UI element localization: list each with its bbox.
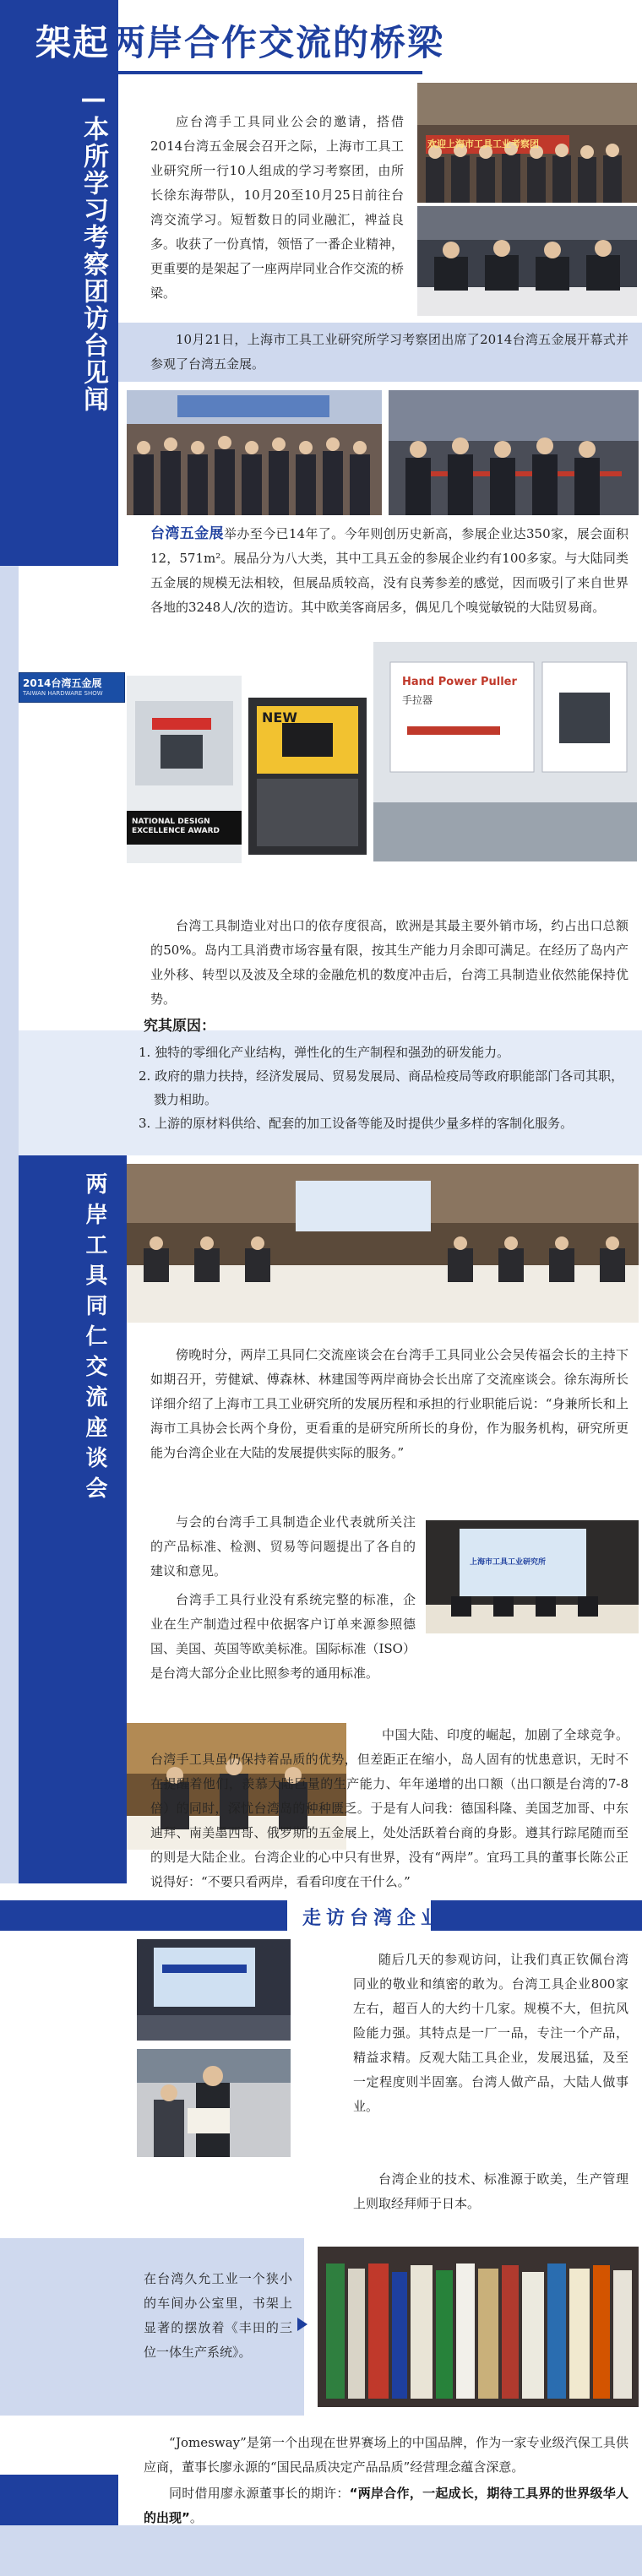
title-main: 两岸合作交流的桥梁	[110, 22, 445, 63]
forum-hall-photo	[127, 1164, 639, 1323]
reasons-title: 究其原因：	[144, 1018, 215, 1035]
sidebar-light-strip-2	[0, 1155, 19, 1883]
expo-logo	[19, 672, 125, 703]
forum-screen-text: 上海市工具工业研究所	[470, 1558, 547, 1567]
reasons-list	[139, 1041, 628, 1135]
ribbon-cutting-photo	[389, 390, 639, 515]
booth-puller-text: Hand Power Puller	[402, 676, 517, 688]
booth-puller-cn-text: 手拉器	[402, 694, 433, 706]
export-paragraph: 台湾工具制造业对出口的依存度很高，欧洲是其最主要外销市场，约占出口总额的50%。岛内工具消费市场容量有限，按其生产能力月余即可满足。在经历了岛内产业外移、转型以及波及全球的金融危机的数度冲击后，台湾工具制造业依然能保持优势。	[150, 918, 628, 1007]
expo-group-photo	[127, 390, 382, 515]
forum-paragraph-1: 傍晚时分，两岸工具同仁交流座谈会在台湾手工具同业公会吴传福会长的主持下如期召开，劳健斌、傅森林、林建国等两岸商协会长出席了交流座谈会。徐东海所长详细介绍了上海市工具工业研究所的发展历程和承担的行业职能后说：“身兼所长和上海市工具协会长两个身份，更看重的是研究所所长的身份，作为服务机构，研究所更能为台湾企业在大陆的发展提供实际的服务。”	[150, 1347, 628, 1460]
expo-lead: 台湾五金展	[150, 525, 224, 542]
booth-new-text: NEW	[262, 709, 297, 726]
forum-paragraph-4: 中国大陆、印度的崛起，加剧了全球竞争。台湾手工具虽仍保持着品质的优势，但差距正在缩小，岛人固有的忧患意识，无时不在提醒着他们，羡慕大陆巨量的生产能力、年年递增的出口额（出口额是台湾的7-8倍）的同时，深忧台湾岛的种种匮乏。于是有人问我：德国科隆、美国芝加哥、中东迪拜、南美墨西哥、俄罗斯的五金展上，处处活跃着台商的身影。遵其行踪尾随而至的则是大陆企业。台湾企业的心中只有世界，没有“两岸”。宜玛工具的董事长陈公正说得好：“不要只看两岸，看看印度在干什么。”	[150, 1727, 628, 1889]
forum-paragraph-2: 与会的台湾手工具制造企业代表就所关注的产品标准、检测、贸易等问题提出了各自的建议和意见。	[150, 1514, 416, 1579]
visit-photo-presentation	[137, 1939, 291, 2041]
date-paragraph: 10月21日，上海市工具工业研究所学习考察团出席了2014台湾五金展开幕式并参观了台湾五金展。	[150, 332, 628, 372]
forum-paragraph-3: 台湾手工具行业没有系统完整的标准，企业在生产制造过程中依据客户订单来源参照德国、美国、英国等欧美标准。国际标准（ISO）是台湾大部分企业比照参考的通用标准。	[150, 1592, 416, 1681]
title-underline	[118, 71, 422, 74]
visit-p4-highlight: “两岸合作，一起成长，期待工具界的世界级华人的出现”	[144, 2486, 628, 2525]
expo-paragraph-text: 举办至今已14年了。今年则创历史新高，参展企业达350家，展会面积12，571m²。展品分为八大类，其中工具五金的参展企业约有100多家。与大陆同类五金展的规模无法相较，但展品质较高，没有良莠参差的感觉，因而吸引了来自世界各地的3248人/次的造访。其中欧美客商居多，偶见几个嗅觉敏锐的大陆贸易商。	[150, 526, 628, 615]
visit-title: 走访台湾企业	[302, 1908, 445, 1929]
bookshelf-photo	[318, 2247, 639, 2407]
visit-paragraph-1: 随后几天的参观访问，让我们真正钦佩台湾同业的敬业和缜密的敢为。台湾工具企业800家左右，超百人的大约十几家。规模不大，但抗风险能力强。其特点是一厂一品，专注一个产品，精益求精。反观大陆工具企业，发展迅猛，及至一定程度则半固塞。台湾人做产品，大陆人做事业。	[353, 1952, 628, 2114]
booth-photo-1	[127, 676, 242, 863]
page-title	[35, 20, 444, 66]
visit-title-bar	[0, 1900, 287, 1931]
expo-logo-line2: TAIWAN HARDWARE SHOW	[23, 690, 103, 697]
visit-photo-award	[137, 2049, 291, 2157]
visit-p4-prefix: 同时借用廖永源董事长的期许：	[169, 2486, 350, 2501]
visit-p4-suffix: 。	[189, 2510, 203, 2525]
booth-award-text: NATIONAL DESIGN EXCELLENCE AWARD	[132, 818, 220, 835]
list-item: 2. 政府的鼎力扶持，经济发展局、贸易发展局、商品检疫局等政府职能部门各司其职，戮力相助。	[139, 1068, 624, 1107]
list-item: 1. 独特的零细化产业结构，弹性化的生产制程和强劲的研发能力。	[139, 1045, 510, 1060]
visit-paragraph-3: “Jomesway”是第一个出现在世界赛场上的中国品牌，作为一家专业级汽保工具供应商，董事长廖永源的“国民品质决定产品品质”经营理念蕴含深意。	[144, 2435, 628, 2475]
booth-photo-3	[373, 642, 637, 861]
visit-paragraph-2: 台湾企业的技术、标准源于欧美，生产管理上则取经拜师于日本。	[353, 2171, 628, 2211]
welcome-banner-text: 欢迎上海市工具工业考察团	[427, 139, 539, 149]
meeting-photo	[417, 206, 637, 316]
forum-section-title: 两岸工具同仁交流座谈会	[82, 1172, 107, 1507]
forum-screen-photo	[426, 1520, 639, 1633]
bottom-band	[0, 2525, 642, 2576]
welcome-photo	[417, 83, 637, 203]
sidebar-subtitle: —本所学习考察团访台见闻	[79, 84, 108, 413]
visit-paragraph-4	[144, 2481, 628, 2530]
expo-logo-line1: 2014台湾五金展	[23, 677, 102, 689]
title-prefix: 架起	[35, 22, 111, 63]
list-item: 3. 上游的原材料供给、配套的加工设备等能及时提供少量多样的客制化服务。	[139, 1116, 574, 1131]
booth-photo-2	[248, 698, 367, 855]
visit-callout: 在台湾久允工业一个狭小的车间办公室里，书架上显著的摆放着《丰田的三位一体生产系统》。	[144, 2271, 292, 2360]
callout-arrow-icon	[297, 2318, 307, 2331]
intro-paragraph: 应台湾手工具同业公会的邀请，搭借2014台湾五金展会召开之际，上海市工具工业研究所一行10人组成的学习考察团，由所长徐东海带队，10月20至10月25日前往台湾交流学习。短暂数日的同业融汇，裨益良多。收获了一份真情，领悟了一番企业精神，更重要的是架起了一座两岸同业合作交流的桥梁。	[150, 114, 405, 301]
expo-paragraph	[150, 522, 628, 620]
